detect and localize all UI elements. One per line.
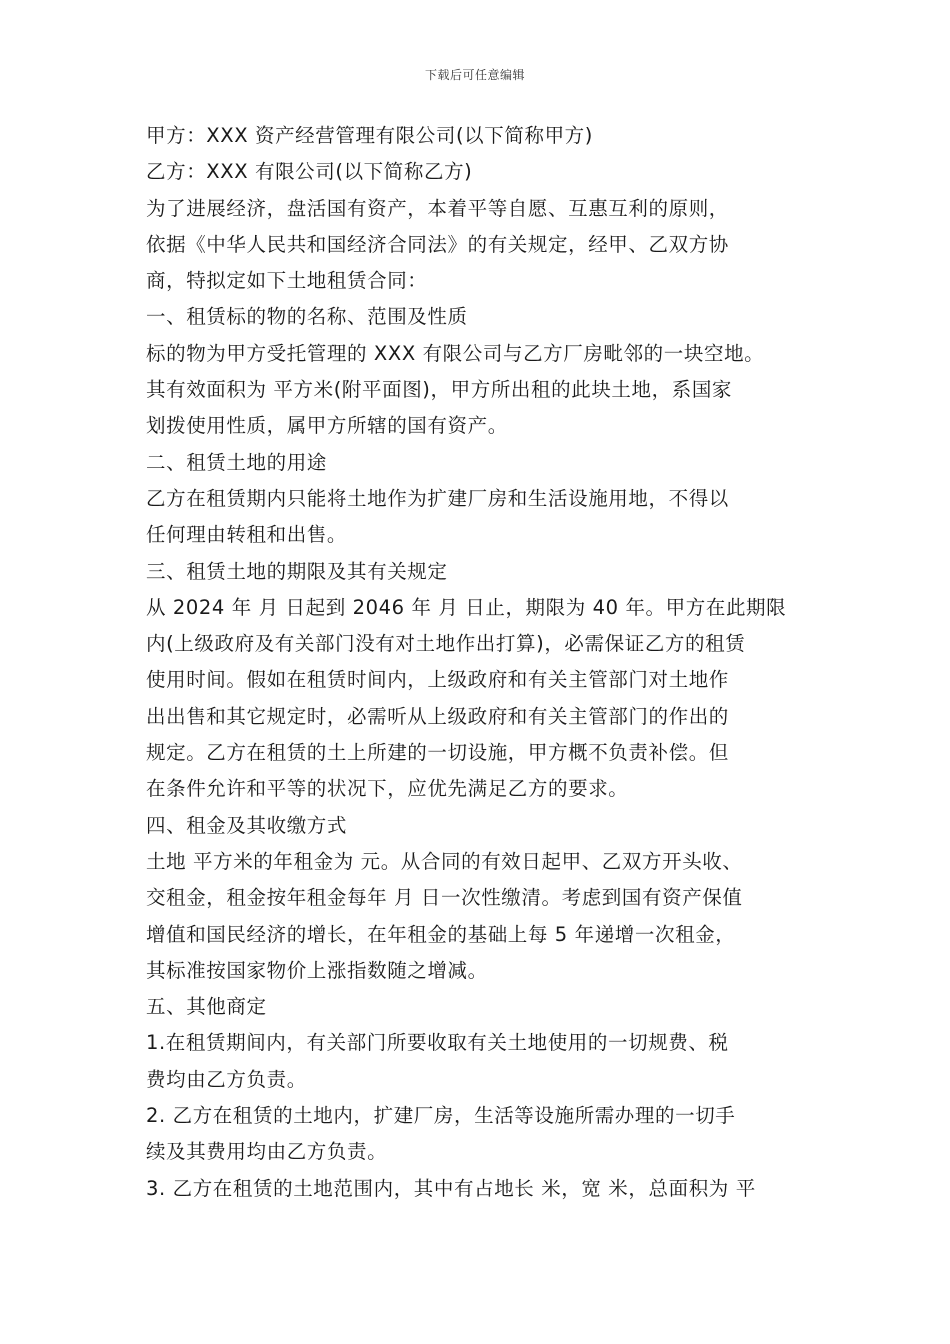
text-line: 1.在租赁期间内，有关部门所要收取有关土地使用的一切规费、税 [146,1031,729,1055]
text-line: 在条件允许和平等的状况下，应优先满足乙方的要求。 [146,777,629,801]
text-line: 任何理由转租和出售。 [146,523,348,547]
text-line: 甲方：XXX 资产经营管理有限公司(以下简称甲方) [146,124,593,147]
document-body [146,118,814,1207]
text-line: 土地 平方米的年租金为 元。从合同的有效日起甲、乙双方开头收、 [146,849,743,873]
section-heading: 二、租赁土地的用途 [146,450,327,474]
text-line: 3. 乙方在租赁的土地范围内，其中有占地长 米，宽 米，总面积为 平 [146,1176,756,1200]
section-heading: 一、租赁标的物的名称、范围及性质 [146,305,468,329]
text-line: 规定。乙方在租赁的土上所建的一切设施，甲方概不负责补偿。但 [146,741,729,765]
text-line: 商，特拟定如下土地租赁合同： [146,269,428,293]
section-heading: 三、租赁土地的期限及其有关规定 [146,559,448,583]
text-line: 为了进展经济，盘活国有资产，本着平等自愿、互惠互利的原则， [146,196,729,220]
text-line: 使用时间。假如在租赁时间内，上级政府和有关主管部门对土地作 [146,668,729,692]
text-line: 划拨使用性质，属甲方所辖的国有资产。 [146,414,508,438]
text-line: 交租金，租金按年租金每年 月 日一次性缴清。考虑到国有资产保值 [146,886,743,910]
page-header: 下载后可任意编辑 [424,68,525,82]
text-line: 续及其费用均由乙方负责。 [146,1140,388,1164]
text-line: 出出售和其它规定时，必需听从上级政府和有关主管部门的作出的 [146,704,729,728]
text-line: 依据《中华人民共和国经济合同法》的有关规定，经甲、乙双方协 [146,232,729,256]
text-line: 增值和国民经济的增长，在年租金的基础上每 5 年递增一次租金， [146,922,736,946]
section-heading: 四、租金及其收缴方式 [146,813,348,837]
text-line: 乙方：XXX 有限公司(以下简称乙方) [146,160,473,184]
text-line: 其标准按国家物价上涨指数随之增减。 [146,958,488,982]
text-line: 费均由乙方负责。 [146,1067,307,1091]
text-line: 2. 乙方在租赁的土地内，扩建厂房，生活等设施所需办理的一切手 [146,1104,736,1128]
text-line: 其有效面积为 平方米(附平面图)，甲方所出租的此块土地，系国家 [146,378,733,402]
text-line: 内(上级政府及有关部门没有对土地作出打算)，必需保证乙方的租赁 [146,632,746,656]
text-line: 从 2024 年 月 日起到 2046 年 月 日止，期限为 40 年。甲方在此期限 [146,595,787,619]
section-heading: 五、其他商定 [146,995,267,1019]
text-line: 标的物为甲方受托管理的 XXX 有限公司与乙方厂房毗邻的一块空地。 [146,341,765,365]
text-line: 乙方在租赁期内只能将土地作为扩建厂房和生活设施用地，不得以 [146,486,729,510]
